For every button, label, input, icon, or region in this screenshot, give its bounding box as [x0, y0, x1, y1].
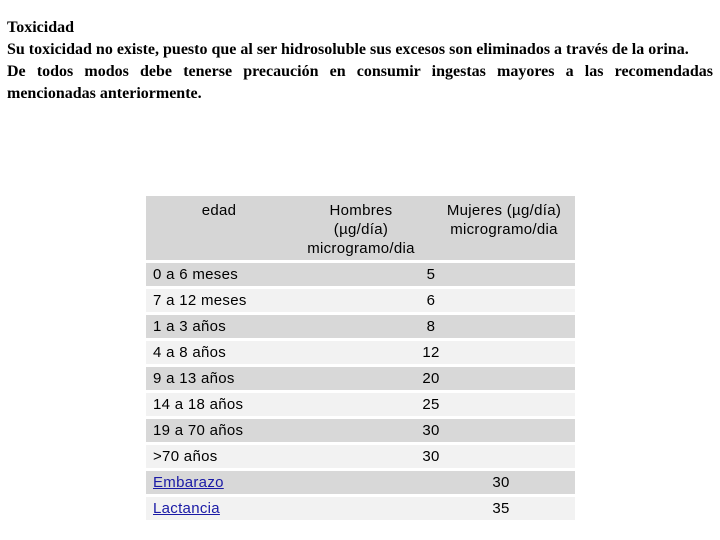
header-men-line3: microgramo/dia: [307, 240, 415, 257]
row-value: 8: [426, 318, 436, 335]
row-label: >70 años: [153, 448, 218, 465]
row-value: 35: [492, 500, 510, 517]
header-women-line2: microgramo/dia: [450, 221, 558, 238]
section-heading: Toxicidad: [7, 19, 74, 36]
lactation-link[interactable]: Lactancia: [153, 500, 220, 517]
table-row: [146, 341, 575, 364]
row-label: 1 a 3 años: [153, 318, 227, 335]
row-label: 14 a 18 años: [153, 396, 244, 413]
row-value: 30: [492, 474, 510, 491]
table-row: [146, 367, 575, 390]
table-row: [146, 315, 575, 338]
row-label: 4 a 8 años: [153, 344, 227, 361]
table-row: [146, 445, 575, 468]
paragraph-toxicity: Su toxicidad no existe, puesto que al ser hidrosoluble sus excesos son eliminados a través de la orina.: [7, 41, 689, 58]
header-women: [436, 201, 572, 239]
row-value: 20: [422, 370, 440, 387]
header-age: edad: [201, 202, 237, 219]
table-row: [146, 419, 575, 442]
paragraph-precaution: De todos modos debe tenerse precaución en consumir ingestas mayores a las recomendadas mencionadas anteriormente.: [7, 63, 713, 102]
row-label: 19 a 70 años: [153, 422, 244, 439]
intake-table: [146, 196, 575, 520]
table-header: [146, 196, 575, 260]
document-text: [7, 17, 713, 105]
row-label: 9 a 13 años: [153, 370, 235, 387]
row-value: 30: [422, 448, 440, 465]
table-row: [146, 393, 575, 416]
header-men: [291, 201, 431, 258]
table-row: [146, 471, 575, 494]
row-value: 12: [422, 344, 440, 361]
row-value: 6: [426, 292, 436, 309]
row-label: 7 a 12 meses: [153, 292, 247, 309]
table-row: [146, 497, 575, 520]
header-men-line1: Hombres: [329, 202, 393, 219]
row-value: 5: [426, 266, 436, 283]
table-row: [146, 289, 575, 312]
pregnancy-link[interactable]: Embarazo: [153, 474, 224, 491]
row-value: 25: [422, 396, 440, 413]
row-value: 30: [422, 422, 440, 439]
header-men-line2: (µg/día): [333, 221, 389, 238]
header-women-line1: Mujeres (µg/día): [446, 202, 562, 219]
row-label: 0 a 6 meses: [153, 266, 239, 283]
table-row: [146, 263, 575, 286]
